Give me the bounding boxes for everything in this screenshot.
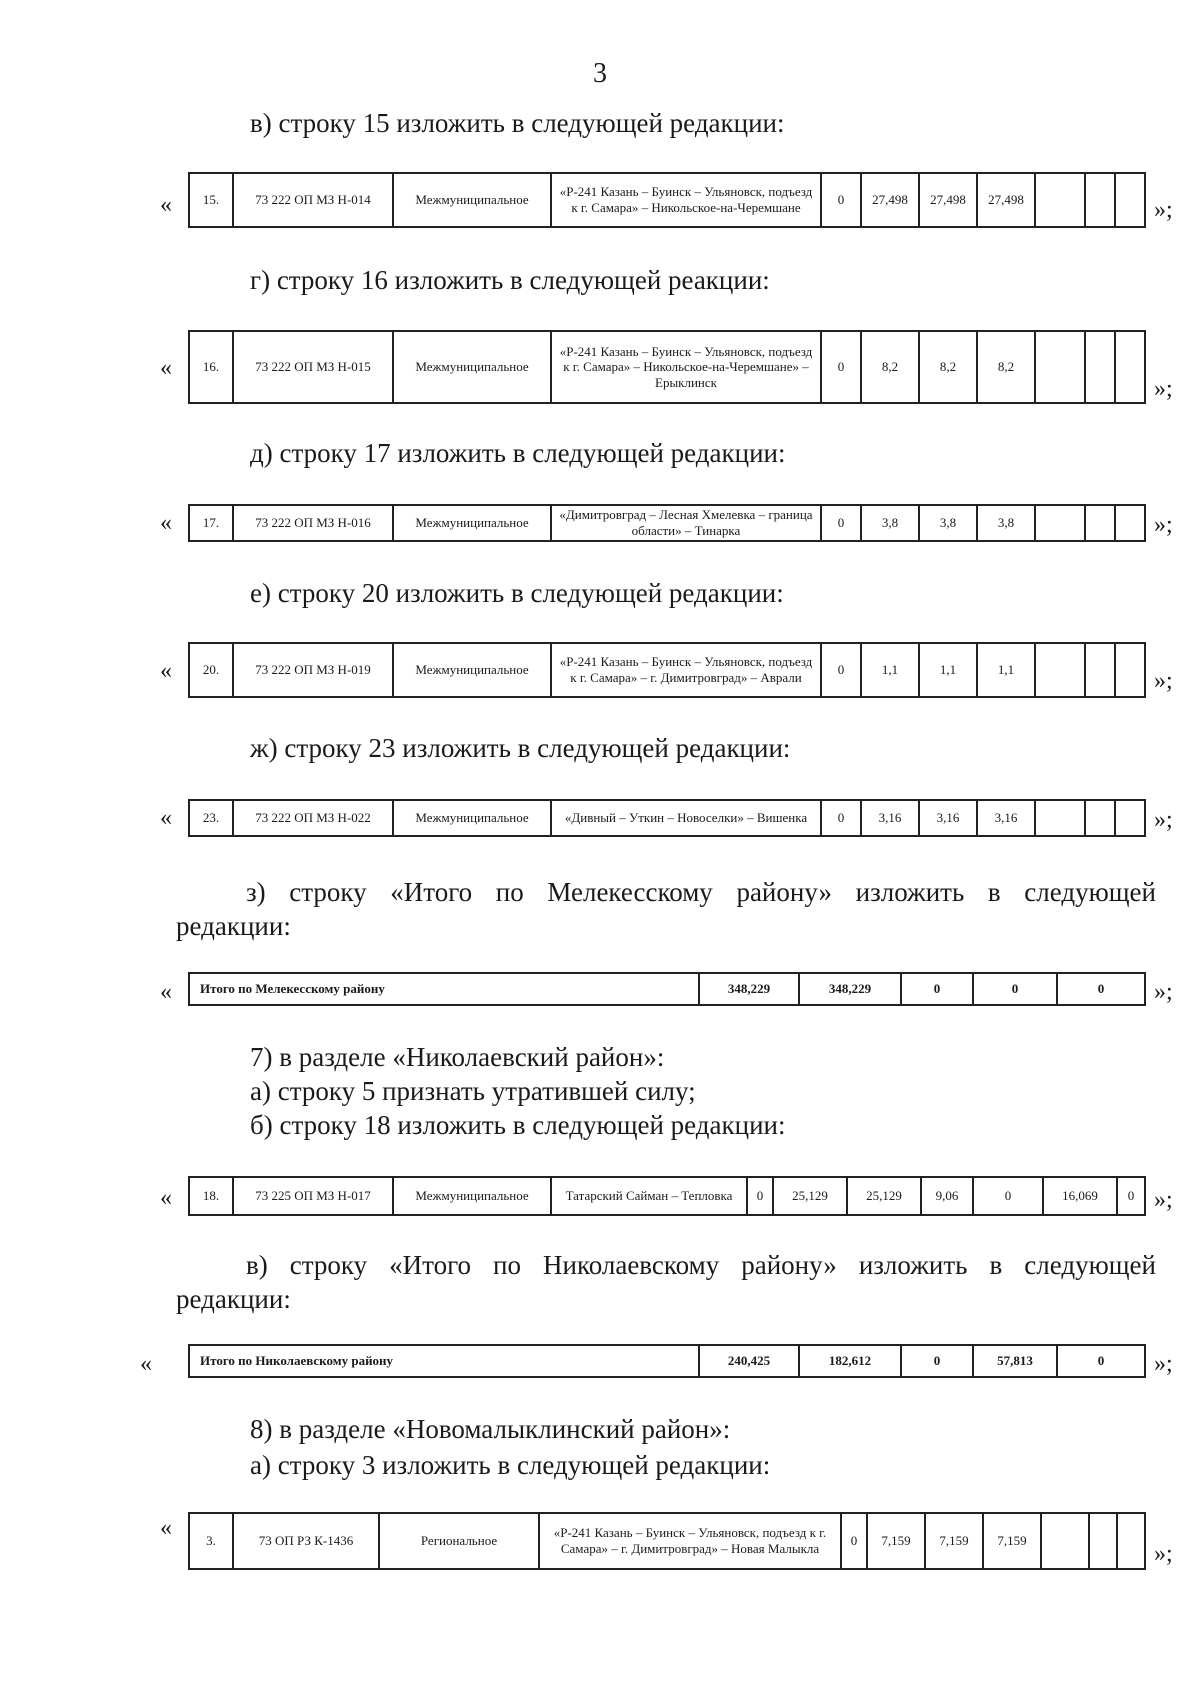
open-quote: « [160, 355, 172, 381]
value-cell: 348,229 [699, 973, 799, 1005]
heading-row-15: в) строку 15 изложить в следующей редакции: [250, 108, 785, 138]
value-cell: 0 [841, 1513, 867, 1569]
value-cell [1041, 1513, 1089, 1569]
value-cell [1035, 505, 1085, 541]
row-number: 23. [189, 800, 233, 836]
value-cell: 3,16 [977, 800, 1035, 836]
road-name: «Дивный – Уткин – Новоселки» – Вишенка [551, 800, 821, 836]
value-cell [1085, 800, 1115, 836]
value-cell: 27,498 [977, 173, 1035, 227]
value-cell: 0 [747, 1177, 773, 1215]
value-cell: 0 [821, 800, 861, 836]
road-category: Межмуниципальное [393, 643, 551, 697]
open-quote: « [160, 510, 172, 536]
heading-row-20: е) строку 20 изложить в следующей редакции: [250, 578, 784, 608]
value-cell [1115, 173, 1145, 227]
close-quote: »; [1154, 1187, 1173, 1213]
section-8-intro: 8) в разделе «Новомалыклинский район»: [250, 1414, 731, 1444]
section-7-intro: 7) в разделе «Николаевский район»: [250, 1042, 665, 1072]
table-row-23 [188, 799, 1146, 837]
value-cell: 9,06 [921, 1177, 973, 1215]
value-cell [1035, 331, 1085, 403]
table-row-15 [188, 172, 1146, 228]
value-cell: 7,159 [925, 1513, 983, 1569]
open-quote: « [160, 805, 172, 831]
close-quote: »; [1154, 376, 1173, 402]
table-row-20 [188, 642, 1146, 698]
value-cell [1115, 800, 1145, 836]
total-label: Итого по Мелекесскому району [189, 973, 699, 1005]
value-cell [1117, 1513, 1145, 1569]
road-name: Татарский Сайман – Тепловка [551, 1177, 747, 1215]
value-cell [1115, 505, 1145, 541]
close-quote: »; [1154, 1351, 1173, 1377]
heading-row-16: г) строку 16 изложить в следующей реакции: [250, 265, 770, 295]
road-category: Межмуниципальное [393, 800, 551, 836]
row-number: 15. [189, 173, 233, 227]
value-cell [1089, 1513, 1117, 1569]
value-cell: 0 [1057, 1345, 1145, 1377]
value-cell: 0 [901, 973, 973, 1005]
value-cell: 27,498 [919, 173, 977, 227]
open-quote: « [160, 192, 172, 218]
close-quote: »; [1154, 197, 1173, 223]
row-number: 16. [189, 331, 233, 403]
value-cell: 16,069 [1043, 1177, 1117, 1215]
value-cell [1085, 173, 1115, 227]
value-cell [1035, 800, 1085, 836]
road-name: «Р-241 Казань – Буинск – Ульяновск, подъезд к г. Самара» – Никольское-на-Черемшане» – Ерыклинск [551, 331, 821, 403]
paragraph-line: редакции: [176, 911, 291, 941]
close-quote: »; [1154, 1541, 1173, 1567]
value-cell: 25,129 [847, 1177, 921, 1215]
close-quote: »; [1154, 512, 1173, 538]
value-cell: 7,159 [867, 1513, 925, 1569]
value-cell: 27,498 [861, 173, 919, 227]
paragraph-line: з) строку «Итого по Мелекесскому району» изложить в следующей [246, 877, 1156, 907]
value-cell: 25,129 [773, 1177, 847, 1215]
road-id: 73 222 ОП МЗ Н-019 [233, 643, 393, 697]
table-row-16 [188, 330, 1146, 404]
table-total-melekess [188, 972, 1146, 1006]
value-cell [1115, 643, 1145, 697]
value-cell [1085, 331, 1115, 403]
value-cell: 0 [821, 331, 861, 403]
value-cell [1035, 173, 1085, 227]
road-name: «Димитровград – Лесная Хмелевка – граница области» – Тинарка [551, 505, 821, 541]
total-label: Итого по Николаевскому району [189, 1345, 699, 1377]
road-category: Межмуниципальное [393, 1177, 551, 1215]
value-cell: 0 [1117, 1177, 1145, 1215]
value-cell: 0 [821, 643, 861, 697]
road-category: Межмуниципальное [393, 505, 551, 541]
road-id: 73 222 ОП МЗ Н-015 [233, 331, 393, 403]
open-quote: « [160, 658, 172, 684]
road-category: Региональное [379, 1513, 539, 1569]
value-cell: 0 [821, 505, 861, 541]
section-7-item-b: б) строку 18 изложить в следующей редакции: [250, 1110, 786, 1140]
value-cell: 8,2 [861, 331, 919, 403]
value-cell: 57,813 [973, 1345, 1057, 1377]
value-cell [1085, 505, 1115, 541]
value-cell: 8,2 [919, 331, 977, 403]
value-cell: 3,8 [977, 505, 1035, 541]
value-cell: 8,2 [977, 331, 1035, 403]
close-quote: »; [1154, 668, 1173, 694]
open-quote: « [160, 1515, 172, 1541]
value-cell: 0 [973, 973, 1057, 1005]
value-cell [1115, 331, 1145, 403]
value-cell: 182,612 [799, 1345, 901, 1377]
section-8-item-a: а) строку 3 изложить в следующей редакции: [250, 1450, 771, 1480]
value-cell: 3,16 [861, 800, 919, 836]
value-cell [1085, 643, 1115, 697]
row-number: 17. [189, 505, 233, 541]
row-number: 20. [189, 643, 233, 697]
road-name: «Р-241 Казань – Буинск – Ульяновск, подъезд к г. Самара» – г. Димитровград» – Аврали [551, 643, 821, 697]
value-cell: 3,8 [861, 505, 919, 541]
road-id: 73 222 ОП МЗ Н-014 [233, 173, 393, 227]
road-id: 73 225 ОП МЗ Н-017 [233, 1177, 393, 1215]
row-number: 18. [189, 1177, 233, 1215]
value-cell [1035, 643, 1085, 697]
road-name: «Р-241 Казань – Буинск – Ульяновск, подъезд к г. Самара» – Никольское-на-Черемшане [551, 173, 821, 227]
table-row-3 [188, 1512, 1146, 1570]
open-quote: « [140, 1351, 152, 1377]
road-name: «Р-241 Казань – Буинск – Ульяновск, подъезд к г. Самара» – г. Димитровград» – Новая Малыкла [539, 1513, 841, 1569]
close-quote: »; [1154, 807, 1173, 833]
paragraph-line: в) строку «Итого по Николаевскому району» изложить в следующей [246, 1250, 1156, 1280]
road-id: 73 ОП РЗ К-1436 [233, 1513, 379, 1569]
value-cell: 3,8 [919, 505, 977, 541]
table-row-18 [188, 1176, 1146, 1216]
value-cell: 1,1 [977, 643, 1035, 697]
road-category: Межмуниципальное [393, 331, 551, 403]
value-cell: 240,425 [699, 1345, 799, 1377]
value-cell: 3,16 [919, 800, 977, 836]
value-cell: 0 [901, 1345, 973, 1377]
value-cell: 0 [821, 173, 861, 227]
paragraph-total-melekess [176, 875, 1156, 943]
table-total-nikolaev [188, 1344, 1146, 1378]
road-category: Межмуниципальное [393, 173, 551, 227]
value-cell: 0 [1057, 973, 1145, 1005]
table-row-17 [188, 504, 1146, 542]
section-7-item-a: а) строку 5 признать утратившей силу; [250, 1076, 696, 1106]
value-cell: 1,1 [919, 643, 977, 697]
open-quote: « [160, 1185, 172, 1211]
value-cell: 348,229 [799, 973, 901, 1005]
value-cell: 1,1 [861, 643, 919, 697]
paragraph-total-nikolaev [176, 1248, 1156, 1316]
close-quote: »; [1154, 979, 1173, 1005]
road-id: 73 222 ОП МЗ Н-016 [233, 505, 393, 541]
heading-row-23: ж) строку 23 изложить в следующей редакции: [250, 733, 791, 763]
page-number: 3 [593, 58, 607, 89]
paragraph-line: редакции: [176, 1284, 291, 1314]
value-cell: 0 [973, 1177, 1043, 1215]
value-cell: 7,159 [983, 1513, 1041, 1569]
heading-row-17: д) строку 17 изложить в следующей редакции: [250, 438, 786, 468]
road-id: 73 222 ОП МЗ Н-022 [233, 800, 393, 836]
open-quote: « [160, 979, 172, 1005]
row-number: 3. [189, 1513, 233, 1569]
